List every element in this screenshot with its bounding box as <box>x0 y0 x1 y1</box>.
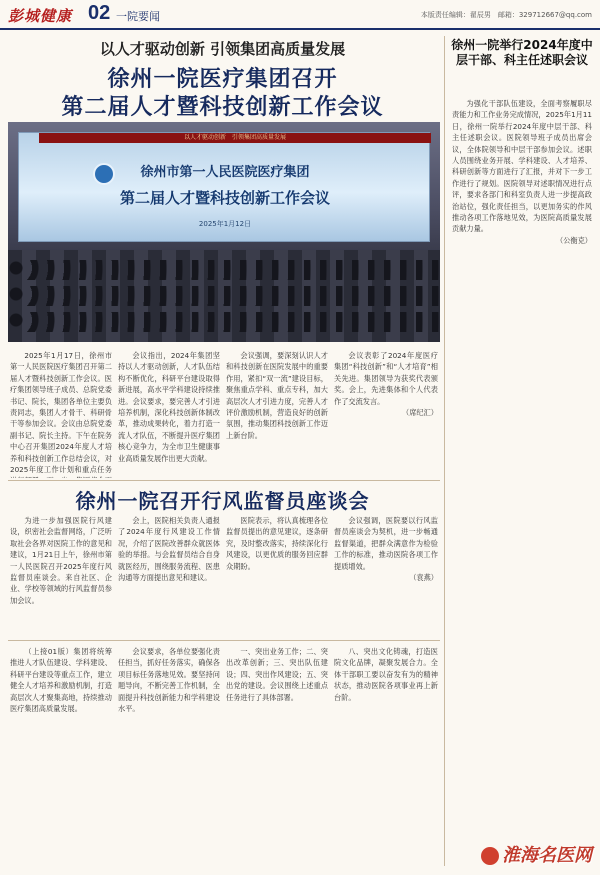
lead-headline-line2: 第二届人才暨科技创新工作会议 <box>61 95 384 120</box>
sidebar-byline: （公衡克） <box>556 235 592 245</box>
banner-line1: 徐州市第一人民医院医疗集团 <box>140 165 310 180</box>
audience-row <box>8 260 440 280</box>
lead-col-4: 会议表彰了2024年度医疗集团“科技创新”和“人才培育”相关先进。集团领导为获奖代表颁奖。会上，先进集体和个人代表作了交流发言。 （席纪汇） <box>334 351 438 418</box>
lower-col-2: 会议要求，各单位要强化责任担当，抓好任务落实，确保各项目标任务落地见效。要坚持问题导向，不断完善工作机制，全面提升科技创新能力和学科建设水平。 <box>118 647 220 714</box>
lower-col-4: 八、突出文化铸魂，打造医院文化品牌，凝聚发展合力。全体干部职工要以奋发有为的精神状态，推动医院各项事业再上新台阶。 <box>334 647 438 702</box>
section-name: 一院要闻 <box>116 10 160 23</box>
conference-photo <box>8 122 440 342</box>
watermark-text: 淮海名医网 <box>502 845 592 866</box>
second-col-2: 会上，医院相关负责人通报了2024年度行风建设工作情况，介绍了医院改善群众就医体验的举措。与会监督员结合自身就医经历，围绕服务流程、医患沟通等方面提出意见和建议。 <box>118 516 220 583</box>
site-watermark <box>481 841 592 867</box>
second-headline: 徐州一院召开行风监督员座谈会 <box>75 489 370 513</box>
lead-col-3: 会议强调，要深刻认识人才和科技创新在医院发展中的重要作用，紧扣“双一流”建设目标，聚焦重点学科、重点专科，加大高层次人才引进力度，完善人才评价激励机制，营造良好的创新氛围，推动集团科技创新工作迈上新台阶。 <box>226 351 328 440</box>
masthead <box>0 0 600 30</box>
second-col-1: 为进一步加强医院行风建设，织密社会监督网络，广泛听取社会各界对医院工作的意见和建议，1月21日上午，徐州市第一人民医院召开2025年度行风监督员座谈会。来自社区、企业、学校等领域的行风监督员参加会议。 <box>10 516 112 605</box>
page-number: 02 <box>88 2 111 24</box>
second-byline: （袁燕） <box>409 573 438 583</box>
audience-seats <box>8 250 440 342</box>
lead-col-2: 会议指出，2024年集团坚持以人才驱动创新，人才队伍结构不断优化，科研平台建设取得新进展，高水平学科建设持续推进。会议要求，要完善人才引进培养机制，深化科技创新体制改革，推动成果转化，着力打造一流人才队伍，不断提升医疗集团核心竞争力，为全市卫生健康事业高质量发展作出更大贡献。 <box>118 351 220 463</box>
lower-col-1: （上接01版）集团将统筹推进人才队伍建设、学科建设、科研平台建设等重点工作，建立健全人才培养和激励机制，打造高层次人才聚集高地，持续推动医疗集团高质量发展。 <box>10 647 112 714</box>
lead-kicker: 以人才驱动创新 引领集团高质量发展 <box>99 40 346 58</box>
editor-line: 本版责任编辑：翟辰男 邮箱：329712667@qq.com <box>420 11 592 19</box>
stage-banner <box>18 132 430 242</box>
audience-row <box>8 286 440 306</box>
lead-col-1: 2025年1月17日，徐州市第一人民医院医疗集团召开第二届人才暨科技创新工作会议。医疗集团领导班子成员、总院党委书记、院长，集团各单位主要负责同志，集团人才骨干、科研骨干等参加会议。会议由总院党委副书记、院长主持。下午在院务中心召开集团2024年度人才培养和科技创新工作总结会议，对2025年度工作计划和重点任务 <box>10 351 112 475</box>
sidebar-headline: 徐州一院举行2024年度中层干部、科主任述职会议 <box>451 38 593 67</box>
second-col-4: 会议强调，医院要以行风监督员座谈会为契机，进一步畅通监督渠道，把群众满意作为检验工作的标准，推动医院各项工作提质增效。 （袁燕） <box>334 516 438 583</box>
lower-col-3: 一、突出业务工作；二、突出改革创新；三、突出队伍建设；四、突出作风建设；五、突出党的建设。会议围绕上述重点任务进行了具体部署。 <box>226 647 328 702</box>
audience-row <box>8 312 440 332</box>
divider <box>8 640 440 641</box>
lead-byline: （席纪汇） <box>402 408 438 418</box>
brand-logo: 彭城健康 <box>8 7 73 25</box>
watermark-logo-icon <box>481 847 499 865</box>
banner-top-strip: 以人才驱动创新 引领集团高质量发展 <box>39 133 431 143</box>
sidebar-body: 为强化干部队伍建设，全面考察履职尽责能力和工作业务完成情况，2025年1月11日，徐州一院举行2024年度中层干部、科主任述职会议。医院领导班子成员出席会议，全体院领导和中层干部参加会议。述职人员围绕业务开展、学科建设、人才培养、科研创新等方面进行了汇报，并对下一步工作进行了规划。医院领导对述职情况进行点评，要求各部门和科室负责人进一步提高政治站位，强化责任担当，以更加务实的作风推动各项工作落地见效，为医院高质量发展贡献力量。 （公衡克） <box>452 99 592 245</box>
divider <box>8 480 440 481</box>
lead-headline-line1: 徐州一院医疗集团召开 <box>107 67 338 92</box>
column-separator <box>444 36 445 866</box>
banner-date: 2025年1月12日 <box>198 220 252 228</box>
second-col-3: 医院表示，将认真梳理各位监督员提出的意见建议，逐条研究，及时整改落实，持续深化行风建设，以更优质的服务回应群众期盼。 <box>226 516 328 571</box>
banner-line2: 第二届人才暨科技创新工作会议 <box>119 189 330 207</box>
